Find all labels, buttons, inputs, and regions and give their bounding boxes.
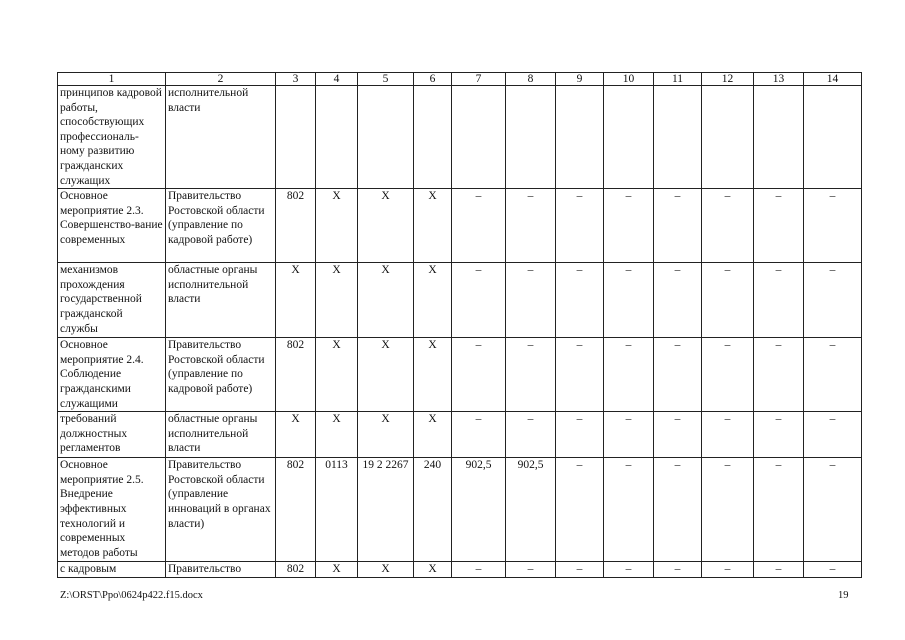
table-row: [58, 412, 862, 458]
header-cell: 13: [754, 73, 804, 86]
value-cell: –: [604, 263, 654, 338]
value-cell: –: [604, 412, 654, 458]
value-cell: X: [316, 338, 358, 412]
header-cell: 6: [414, 73, 452, 86]
value-cell: 902,5: [452, 458, 506, 562]
executor-cell: областные органы исполнительной власти: [166, 412, 276, 458]
header-cell: 8: [506, 73, 556, 86]
executor-cell: Правительство Ростовской области (управление по кадровой работе): [166, 338, 276, 412]
activity-cell: Основное мероприятие 2.3. Совершенство-вание современных: [58, 189, 166, 263]
activity-cell: Основное мероприятие 2.5. Внедрение эффективных технологий и современных методов работы: [58, 458, 166, 562]
value-cell: X: [414, 562, 452, 578]
value-cell: [452, 86, 506, 189]
value-cell: –: [702, 562, 754, 578]
table-row: [58, 189, 862, 263]
value-cell: X: [414, 412, 452, 458]
value-cell: –: [804, 263, 862, 338]
value-cell: X: [276, 412, 316, 458]
value-cell: –: [556, 458, 604, 562]
value-cell: –: [604, 458, 654, 562]
executor-cell: областные органы исполнительной власти: [166, 263, 276, 338]
value-cell: [316, 86, 358, 189]
value-cell: –: [604, 338, 654, 412]
value-cell: –: [804, 338, 862, 412]
value-cell: –: [604, 562, 654, 578]
value-cell: –: [654, 189, 702, 263]
value-cell: [414, 86, 452, 189]
value-cell: [358, 86, 414, 189]
value-cell: X: [358, 412, 414, 458]
value-cell: –: [556, 412, 604, 458]
value-cell: –: [754, 412, 804, 458]
value-cell: –: [452, 562, 506, 578]
value-cell: –: [452, 263, 506, 338]
value-cell: –: [754, 189, 804, 263]
value-cell: –: [506, 562, 556, 578]
value-cell: –: [804, 562, 862, 578]
value-cell: 802: [276, 189, 316, 263]
value-cell: –: [754, 458, 804, 562]
header-cell: 5: [358, 73, 414, 86]
value-cell: –: [702, 338, 754, 412]
value-cell: 0113: [316, 458, 358, 562]
value-cell: –: [754, 263, 804, 338]
table-row: [58, 338, 862, 412]
footer-page-number: 19: [838, 590, 849, 601]
value-cell: X: [358, 562, 414, 578]
value-cell: –: [654, 412, 702, 458]
value-cell: [702, 86, 754, 189]
header-row: [58, 73, 862, 86]
executor-cell: Правительство Ростовской области (управление инноваций в органах власти): [166, 458, 276, 562]
value-cell: X: [316, 189, 358, 263]
value-cell: –: [506, 412, 556, 458]
value-cell: –: [804, 412, 862, 458]
value-cell: –: [654, 263, 702, 338]
value-cell: –: [702, 412, 754, 458]
activity-cell: Основное мероприятие 2.4. Соблюдение гражданскими служащими: [58, 338, 166, 412]
header-cell: 7: [452, 73, 506, 86]
header-cell: 10: [604, 73, 654, 86]
value-cell: X: [358, 338, 414, 412]
value-cell: –: [754, 562, 804, 578]
table-row: [58, 86, 862, 189]
value-cell: [654, 86, 702, 189]
header-cell: 9: [556, 73, 604, 86]
value-cell: X: [358, 263, 414, 338]
value-cell: –: [452, 412, 506, 458]
value-cell: 802: [276, 562, 316, 578]
value-cell: 802: [276, 458, 316, 562]
header-cell: 2: [166, 73, 276, 86]
value-cell: 240: [414, 458, 452, 562]
value-cell: –: [506, 189, 556, 263]
value-cell: –: [654, 458, 702, 562]
value-cell: X: [414, 263, 452, 338]
footer-file-path: Z:\ORST\Ppo\0624p422.f15.docx: [60, 590, 203, 601]
value-cell: [276, 86, 316, 189]
table-row: [58, 458, 862, 562]
activity-cell: принципов кадровой работы, способствующих профессиональ-ному развитию гражданских служащих: [58, 86, 166, 189]
value-cell: 19 2 2267: [358, 458, 414, 562]
value-cell: [804, 86, 862, 189]
executor-cell: исполнительной власти: [166, 86, 276, 189]
header-cell: 3: [276, 73, 316, 86]
value-cell: –: [556, 562, 604, 578]
value-cell: [754, 86, 804, 189]
value-cell: –: [506, 338, 556, 412]
value-cell: [604, 86, 654, 189]
value-cell: X: [358, 189, 414, 263]
value-cell: –: [452, 189, 506, 263]
value-cell: –: [506, 263, 556, 338]
table-row: [58, 562, 862, 578]
header-cell: 11: [654, 73, 702, 86]
activity-cell: механизмов прохождения государственной гражданской службы: [58, 263, 166, 338]
value-cell: –: [702, 263, 754, 338]
value-cell: [556, 86, 604, 189]
value-cell: 902,5: [506, 458, 556, 562]
executor-cell: Правительство: [166, 562, 276, 578]
value-cell: X: [414, 189, 452, 263]
activity-cell: с кадровым: [58, 562, 166, 578]
value-cell: –: [702, 458, 754, 562]
value-cell: [506, 86, 556, 189]
activity-cell: требований должностных регламентов: [58, 412, 166, 458]
value-cell: –: [556, 338, 604, 412]
value-cell: –: [804, 189, 862, 263]
value-cell: –: [654, 338, 702, 412]
header-cell: 14: [804, 73, 862, 86]
value-cell: –: [556, 263, 604, 338]
value-cell: X: [316, 562, 358, 578]
header-cell: 4: [316, 73, 358, 86]
value-cell: X: [316, 263, 358, 338]
value-cell: X: [414, 338, 452, 412]
table-row: [58, 263, 862, 338]
executor-cell: Правительство Ростовской области (управление по кадровой работе): [166, 189, 276, 263]
value-cell: –: [604, 189, 654, 263]
value-cell: –: [654, 562, 702, 578]
value-cell: X: [276, 263, 316, 338]
budget-table: [57, 72, 862, 578]
value-cell: –: [804, 458, 862, 562]
value-cell: –: [556, 189, 604, 263]
header-cell: 12: [702, 73, 754, 86]
value-cell: 802: [276, 338, 316, 412]
value-cell: –: [754, 338, 804, 412]
value-cell: –: [702, 189, 754, 263]
value-cell: –: [452, 338, 506, 412]
header-cell: 1: [58, 73, 166, 86]
value-cell: X: [316, 412, 358, 458]
